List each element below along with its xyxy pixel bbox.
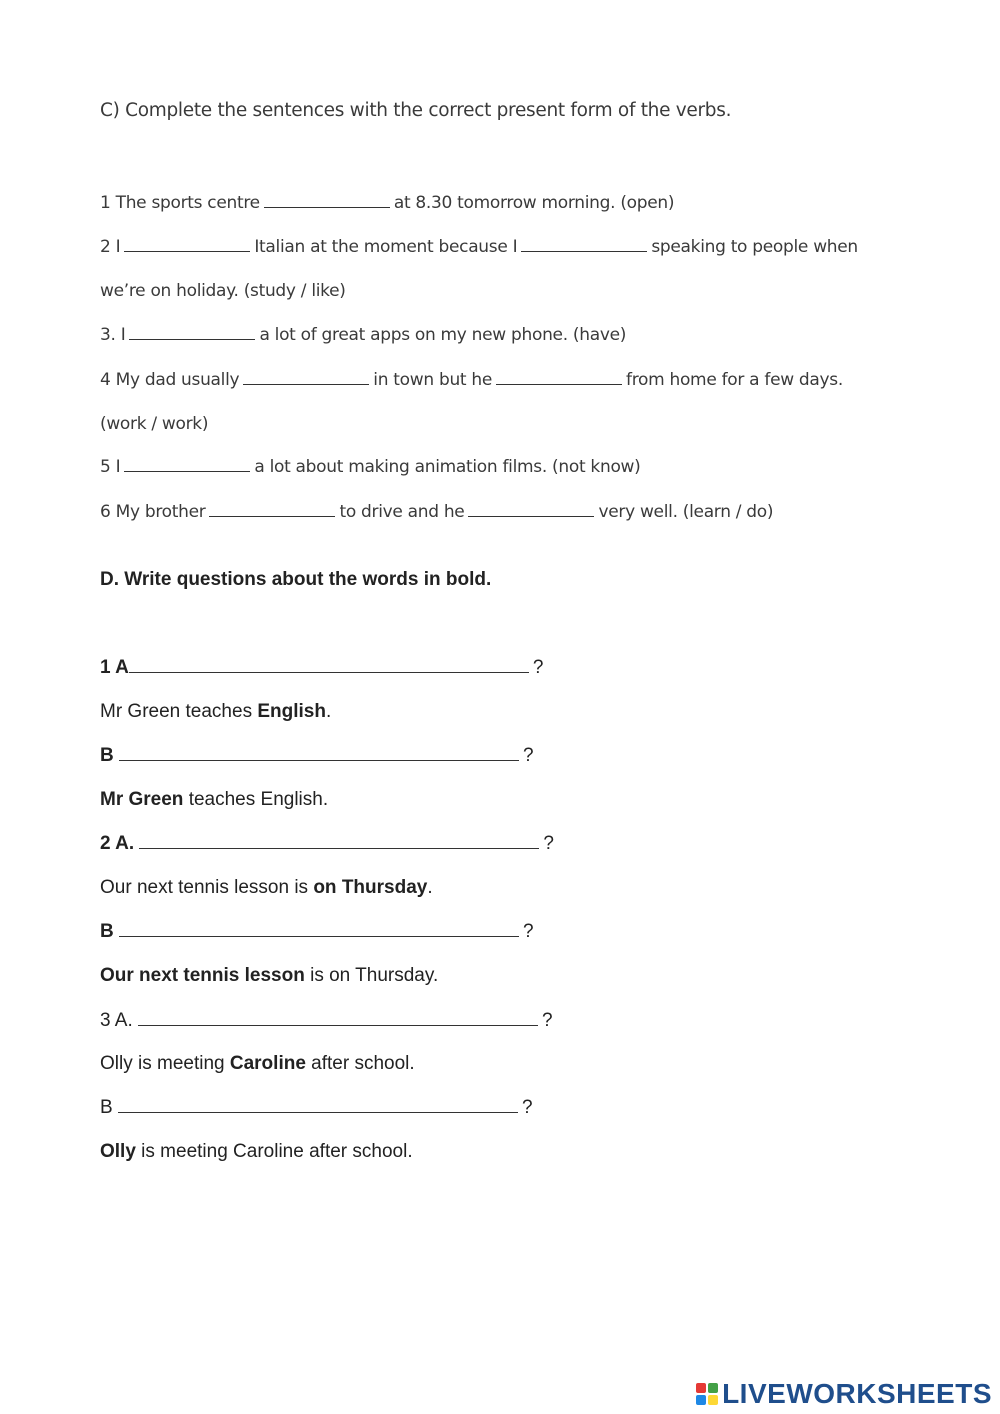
c4-text-middle: in town but he	[373, 370, 493, 390]
d-1a-question	[100, 657, 543, 679]
c-item-4-continued: (work / work)	[100, 414, 209, 434]
c1-text-before: 1 The sports centre	[100, 193, 260, 213]
section-d-title: D. Write questions about the words in bold.	[100, 569, 492, 590]
c3-text-after: a lot of great apps on my new phone. (have)	[259, 325, 627, 345]
d2b-post: is on Thursday.	[304, 965, 439, 986]
c2-text-middle: Italian at the moment because I	[254, 237, 518, 257]
d-3b-statement	[100, 1141, 413, 1163]
d2a-question-mark: ?	[543, 833, 554, 854]
c1-text-after: at 8.30 tomorrow morning. (open)	[393, 193, 675, 213]
d3a-bold: Caroline	[229, 1053, 306, 1074]
d2a-label: 2 A.	[100, 833, 140, 854]
d3b-label: B	[100, 1097, 118, 1118]
d3a-post: after school.	[305, 1053, 415, 1074]
answer-blank-c4a[interactable]	[243, 370, 369, 385]
d2a-pre: Our next tennis lesson is	[100, 877, 314, 898]
answer-blank-d2a[interactable]	[139, 834, 539, 849]
answer-blank-c2a[interactable]	[124, 237, 250, 252]
d2b-label: B	[100, 921, 119, 942]
d1b-label: B	[100, 745, 119, 766]
logo-text: LIVEWORKSHEETS	[722, 1378, 992, 1409]
c4-text-after: from home for a few days.	[626, 370, 843, 390]
answer-blank-d1b[interactable]	[119, 746, 519, 761]
c3-text-before: 3. I	[100, 325, 126, 345]
answer-blank-c1[interactable]	[264, 193, 390, 208]
answer-blank-d3b[interactable]	[118, 1098, 518, 1113]
answer-blank-d3a[interactable]	[138, 1011, 538, 1026]
d-2a-question	[100, 833, 554, 855]
answer-blank-c4b[interactable]	[496, 370, 622, 385]
answer-blank-c5[interactable]	[124, 457, 250, 472]
c6-text-middle: to drive and he	[339, 502, 465, 522]
d-2b-statement	[100, 965, 438, 987]
d1a-pre: Mr Green teaches	[100, 701, 258, 722]
d2a-post: .	[427, 877, 433, 898]
d2b-question-mark: ?	[523, 921, 534, 942]
c2-text-after: speaking to people when	[651, 237, 858, 257]
d3b-post: is meeting Caroline after school.	[135, 1141, 413, 1162]
d3a-label: 3 A.	[100, 1010, 139, 1031]
d-2a-statement	[100, 877, 433, 899]
d3b-question-mark: ?	[521, 1097, 533, 1118]
answer-blank-c6a[interactable]	[209, 502, 335, 517]
d-1b-question	[100, 745, 534, 767]
d1a-question-mark: ?	[532, 657, 544, 678]
c6-text-after: very well. (learn / do)	[598, 502, 774, 522]
answer-blank-c2b[interactable]	[521, 237, 647, 252]
d3a-question-mark: ?	[542, 1010, 553, 1031]
d-3b-question	[100, 1097, 533, 1119]
logo-square-green	[708, 1383, 718, 1393]
d1b-post: teaches English.	[183, 789, 329, 810]
d3a-pre: Olly is meeting	[100, 1053, 230, 1074]
answer-blank-c3[interactable]	[129, 325, 255, 340]
d-1a-statement	[100, 701, 331, 723]
c2-text-before: 2 I	[100, 237, 121, 257]
liveworksheets-logo	[696, 1378, 992, 1410]
d1a-post: .	[325, 701, 332, 722]
c-item-4	[100, 370, 843, 390]
d-1b-statement	[100, 789, 328, 811]
d1a-bold: English	[257, 701, 326, 722]
d-3a-question	[100, 1010, 553, 1032]
c-item-5	[100, 457, 640, 477]
answer-blank-d2b[interactable]	[119, 922, 519, 937]
d1b-question-mark: ?	[523, 745, 534, 766]
c4-text-before: 4 My dad usually	[100, 370, 240, 390]
c-item-6	[100, 502, 773, 522]
c-item-2-continued: we’re on holiday. (study / like)	[100, 281, 346, 301]
d2a-bold: on Thursday	[313, 877, 428, 898]
logo-square-blue	[696, 1395, 706, 1405]
answer-blank-c6b[interactable]	[468, 502, 594, 517]
d2b-bold: Our next tennis lesson	[100, 965, 305, 986]
d3b-bold: Olly	[100, 1141, 136, 1162]
answer-blank-d1a[interactable]	[129, 658, 529, 673]
d1b-bold: Mr Green	[100, 789, 184, 810]
d-3a-statement	[100, 1053, 415, 1075]
logo-square-yellow	[708, 1395, 718, 1405]
c-item-3	[100, 325, 626, 345]
c6-text-before: 6 My brother	[100, 502, 206, 522]
logo-square-red	[696, 1383, 706, 1393]
c-item-1	[100, 193, 674, 213]
d1a-label: 1 A	[100, 657, 129, 678]
c-item-2	[100, 237, 858, 257]
logo-squares-icon	[696, 1383, 718, 1405]
section-c-title: C) Complete the sentences with the correct present form of the verbs.	[100, 100, 732, 121]
c5-text-after: a lot about making animation films. (not know)	[254, 457, 641, 477]
c5-text-before: 5 I	[100, 457, 121, 477]
d-2b-question	[100, 921, 534, 943]
